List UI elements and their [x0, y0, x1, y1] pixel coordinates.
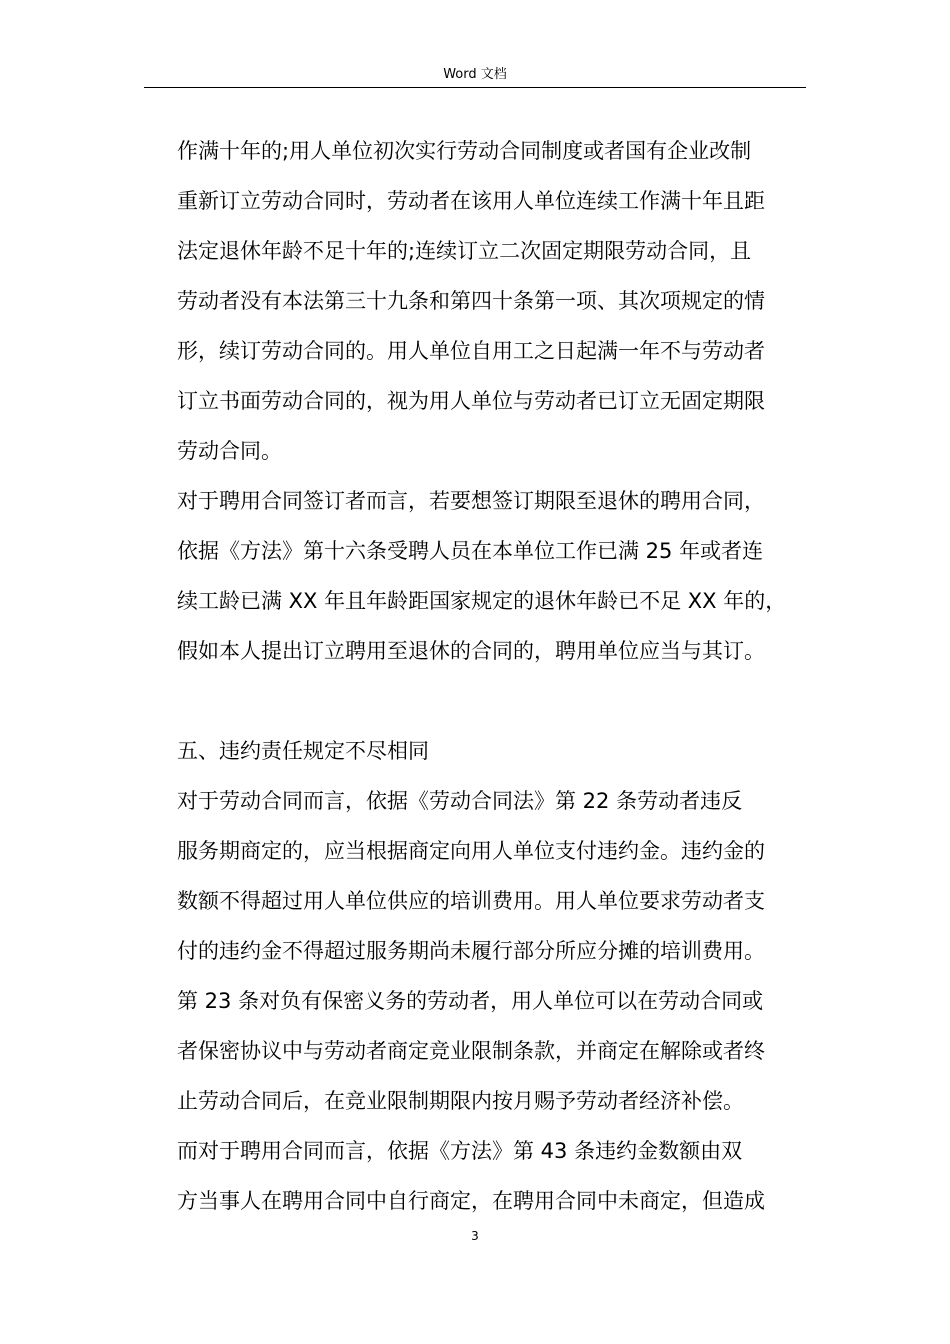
text-line: 订立书面劳动合同的，视为用人单位与劳动者已订立无固定期限: [177, 389, 765, 413]
text-line: 方当事人在聘用合同中自行商定，在聘用合同中未商定，但造成: [177, 1189, 765, 1213]
text-line: 法定退休年龄不足十年的;连续订立二次固定期限劳动合同，且: [177, 239, 752, 263]
text-line: 假如本人提出订立聘用至退休的合同的，聘用单位应当与其订。: [177, 639, 765, 663]
text-line: 第 23 条对负有保密义务的劳动者，用人单位可以在劳动合同或: [177, 989, 764, 1013]
text-line: 对于劳动合同而言，依据《劳动合同法》第 22 条劳动者违反: [177, 789, 743, 813]
document-body: [177, 126, 817, 1226]
text-line: 对于聘用合同签订者而言，若要想签订期限至退休的聘用合同，: [177, 489, 765, 513]
text-line: 五、违约责任规定不尽相同: [177, 739, 429, 763]
text-line: 而对于聘用合同而言，依据《方法》第 43 条违约金数额由双: [177, 1139, 743, 1163]
text-line: 付的违约金不得超过服务期尚未履行部分所应分摊的培训费用。: [177, 939, 765, 963]
text-line: 劳动合同。: [177, 439, 282, 463]
paragraph-gap: [177, 676, 817, 726]
text-line: 作满十年的;用人单位初次实行劳动合同制度或者国有企业改制: [177, 139, 752, 163]
text-line: 续工龄已满 XX 年且年龄距国家规定的退休年龄已不足 XX 年的，: [177, 589, 787, 613]
header-divider: [144, 87, 806, 88]
page-number: 3: [471, 1229, 479, 1243]
text-line: 形，续订劳动合同的。用人单位自用工之日起满一年不与劳动者: [177, 339, 765, 363]
page-header: Word 文档: [443, 67, 507, 82]
text-line: 止劳动合同后，在竞业限制期限内按月赐予劳动者经济补偿。: [177, 1089, 744, 1113]
text-line: 重新订立劳动合同时，劳动者在该用人单位连续工作满十年且距: [177, 189, 765, 213]
text-line: 依据《方法》第十六条受聘人员在本单位工作已满 25 年或者连: [177, 539, 764, 563]
text-line: 服务期商定的，应当根据商定向用人单位支付违约金。违约金的: [177, 839, 765, 863]
text-line: 者保密协议中与劳动者商定竞业限制条款，并商定在解除或者终: [177, 1039, 765, 1063]
text-line: 劳动者没有本法第三十九条和第四十条第一项、其次项规定的情: [177, 289, 765, 313]
text-line: 数额不得超过用人单位供应的培训费用。用人单位要求劳动者支: [177, 889, 765, 913]
